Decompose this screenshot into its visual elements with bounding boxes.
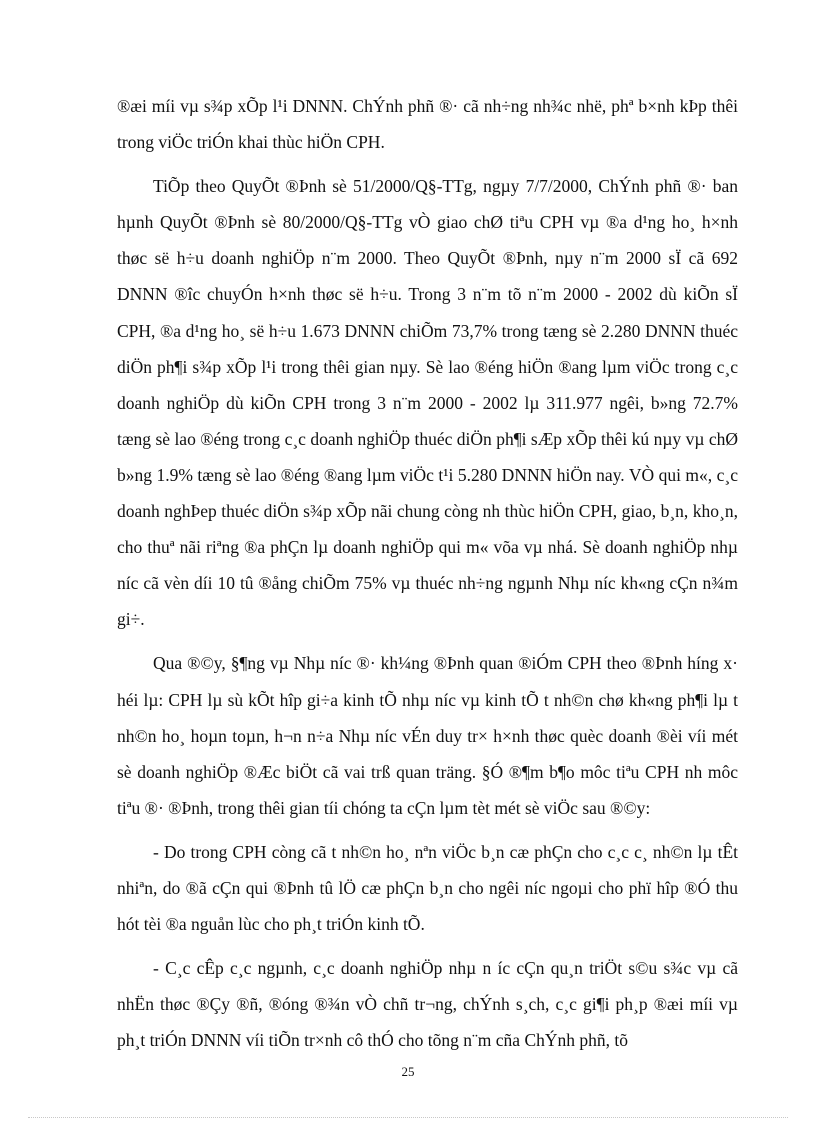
paragraph-decision-80: TiÕp theo QuyÕt ®Þnh sè 51/2000/Q§-TTg, ngµy 7/7/2000, ChÝnh phñ ®· ban hµnh QuyÕt ®Þnh sè 80/2000/Q§-TTg vÒ giao chØ tiªu CPH vµ ®a d¹ng ho¸ h×nh thøc së h÷u doanh nghiÖp n¨m 2000. Theo QuyÕt ®Þnh, nµy n¨m 2000 sÏ cã 692 DNNN ®îc chuyÓn h×nh thøc së h÷u. Trong 3 n¨m tõ n¨m 2000 - 2002 dù kiÕn sÏ CPH, ®a d¹ng ho¸ së h÷u 1.673 DNNN chiÕm 73,7% trong tæng sè 2.280 DNNN thuéc diÖn ph¶i s¾p xÕp l¹i trong thêi gian nµy. Sè lao ®éng hiÖn ®ang lµm viÖc trong c¸c doanh nghiÖp dù kiÕn CPH trong 3 n¨m 2000 - 2002 lµ 311.977 ngêi, b»ng 72.7% tæng sè lao ®éng trong c¸c doanh nghiÖp thuéc diÖn ph¶i sÆp xÕp thêi kú nµy vµ chØ b»ng 1.9% tæng sè lao ®éng ®ang lµm viÖc t¹i 5.280 DNNN hiÖn nay. VÒ qui m«, c¸c doanh nghÞep thuéc diÖn s¾p xÕp nãi chung còng nh thùc hiÖn CPH, giao, b¸n, kho¸n, cho thuª nãi riªng ®a phÇn lµ doanh nghiÖp qui m« võa vµ nhá. Sè doanh nghiÖp nhµ níc cã vèn díi 10 tû ®ång chiÕm 75% vµ thuéc nh÷ng ngµnh Nhµ níc kh«ng cÇn n¾m gi÷. (117, 176, 738, 630)
paragraph-party-view: Qua ®©y, §¶ng vµ Nhµ níc ®· kh¼ng ®Þnh quan ®iÓm CPH theo ®Þnh híng x· héi lµ: CPH lµ sù kÕt hîp gi÷a kinh tÕ nhµ níc vµ kinh tÕ t nh©n chø kh«ng ph¶i lµ t nh©n ho¸ hoµn toµn, h¬n n÷a Nhµ níc vÉn duy tr× h×nh thøc quèc doanh ®èi víi mét sè doanh nghiÖp ®Æc biÖt cã vai trß quan träng. §Ó ®¶m b¶o môc tiªu CPH nh môc tiªu ®· ®Þnh, trong thêi gian tíi chóng ta cÇn lµm tèt mét sè viÖc sau ®©y: (117, 653, 738, 818)
document-body (117, 88, 738, 1058)
paragraph-share-sales: - Do trong CPH còng cã t nh©n ho¸ nªn viÖc b¸n cæ phÇn cho c¸c c¸ nh©n lµ tÊt nhiªn, do ®ã cÇn qui ®Þnh tû lÖ cæ phÇn b¸n cho ngêi níc ngoµi cho phï hîp ®Ó thu hót tèi ®a nguån lùc cho ph¸t triÓn kinh tÕ. (117, 841, 738, 935)
page-bottom-divider (28, 1117, 788, 1118)
page-number: 25 (401, 1064, 415, 1079)
paragraph-all-levels: - C¸c cÊp c¸c ngµnh, c¸c doanh nghiÖp nhµ n íc cÇn qu¸n triÖt s©u s¾c vµ cã nhËn thøc ®Çy ®ñ, ®óng ®¾n vÒ chñ tr¬ng, chÝnh s¸ch, c¸c gi¶i ph¸p ®æi míi vµ ph¸t triÓn DNNN víi tiÕn tr×nh cô thÓ cho tõng n¨m cña ChÝnh phñ, tõ (117, 958, 738, 1051)
paragraph-continuation: ®æi míi vµ s¾p xÕp l¹i DNNN. ChÝnh phñ ®· cã nh÷ng nh¾c nhë, phª b×nh kÞp thêi trong viÖc triÓn khai thùc hiÖn CPH. (117, 96, 738, 153)
